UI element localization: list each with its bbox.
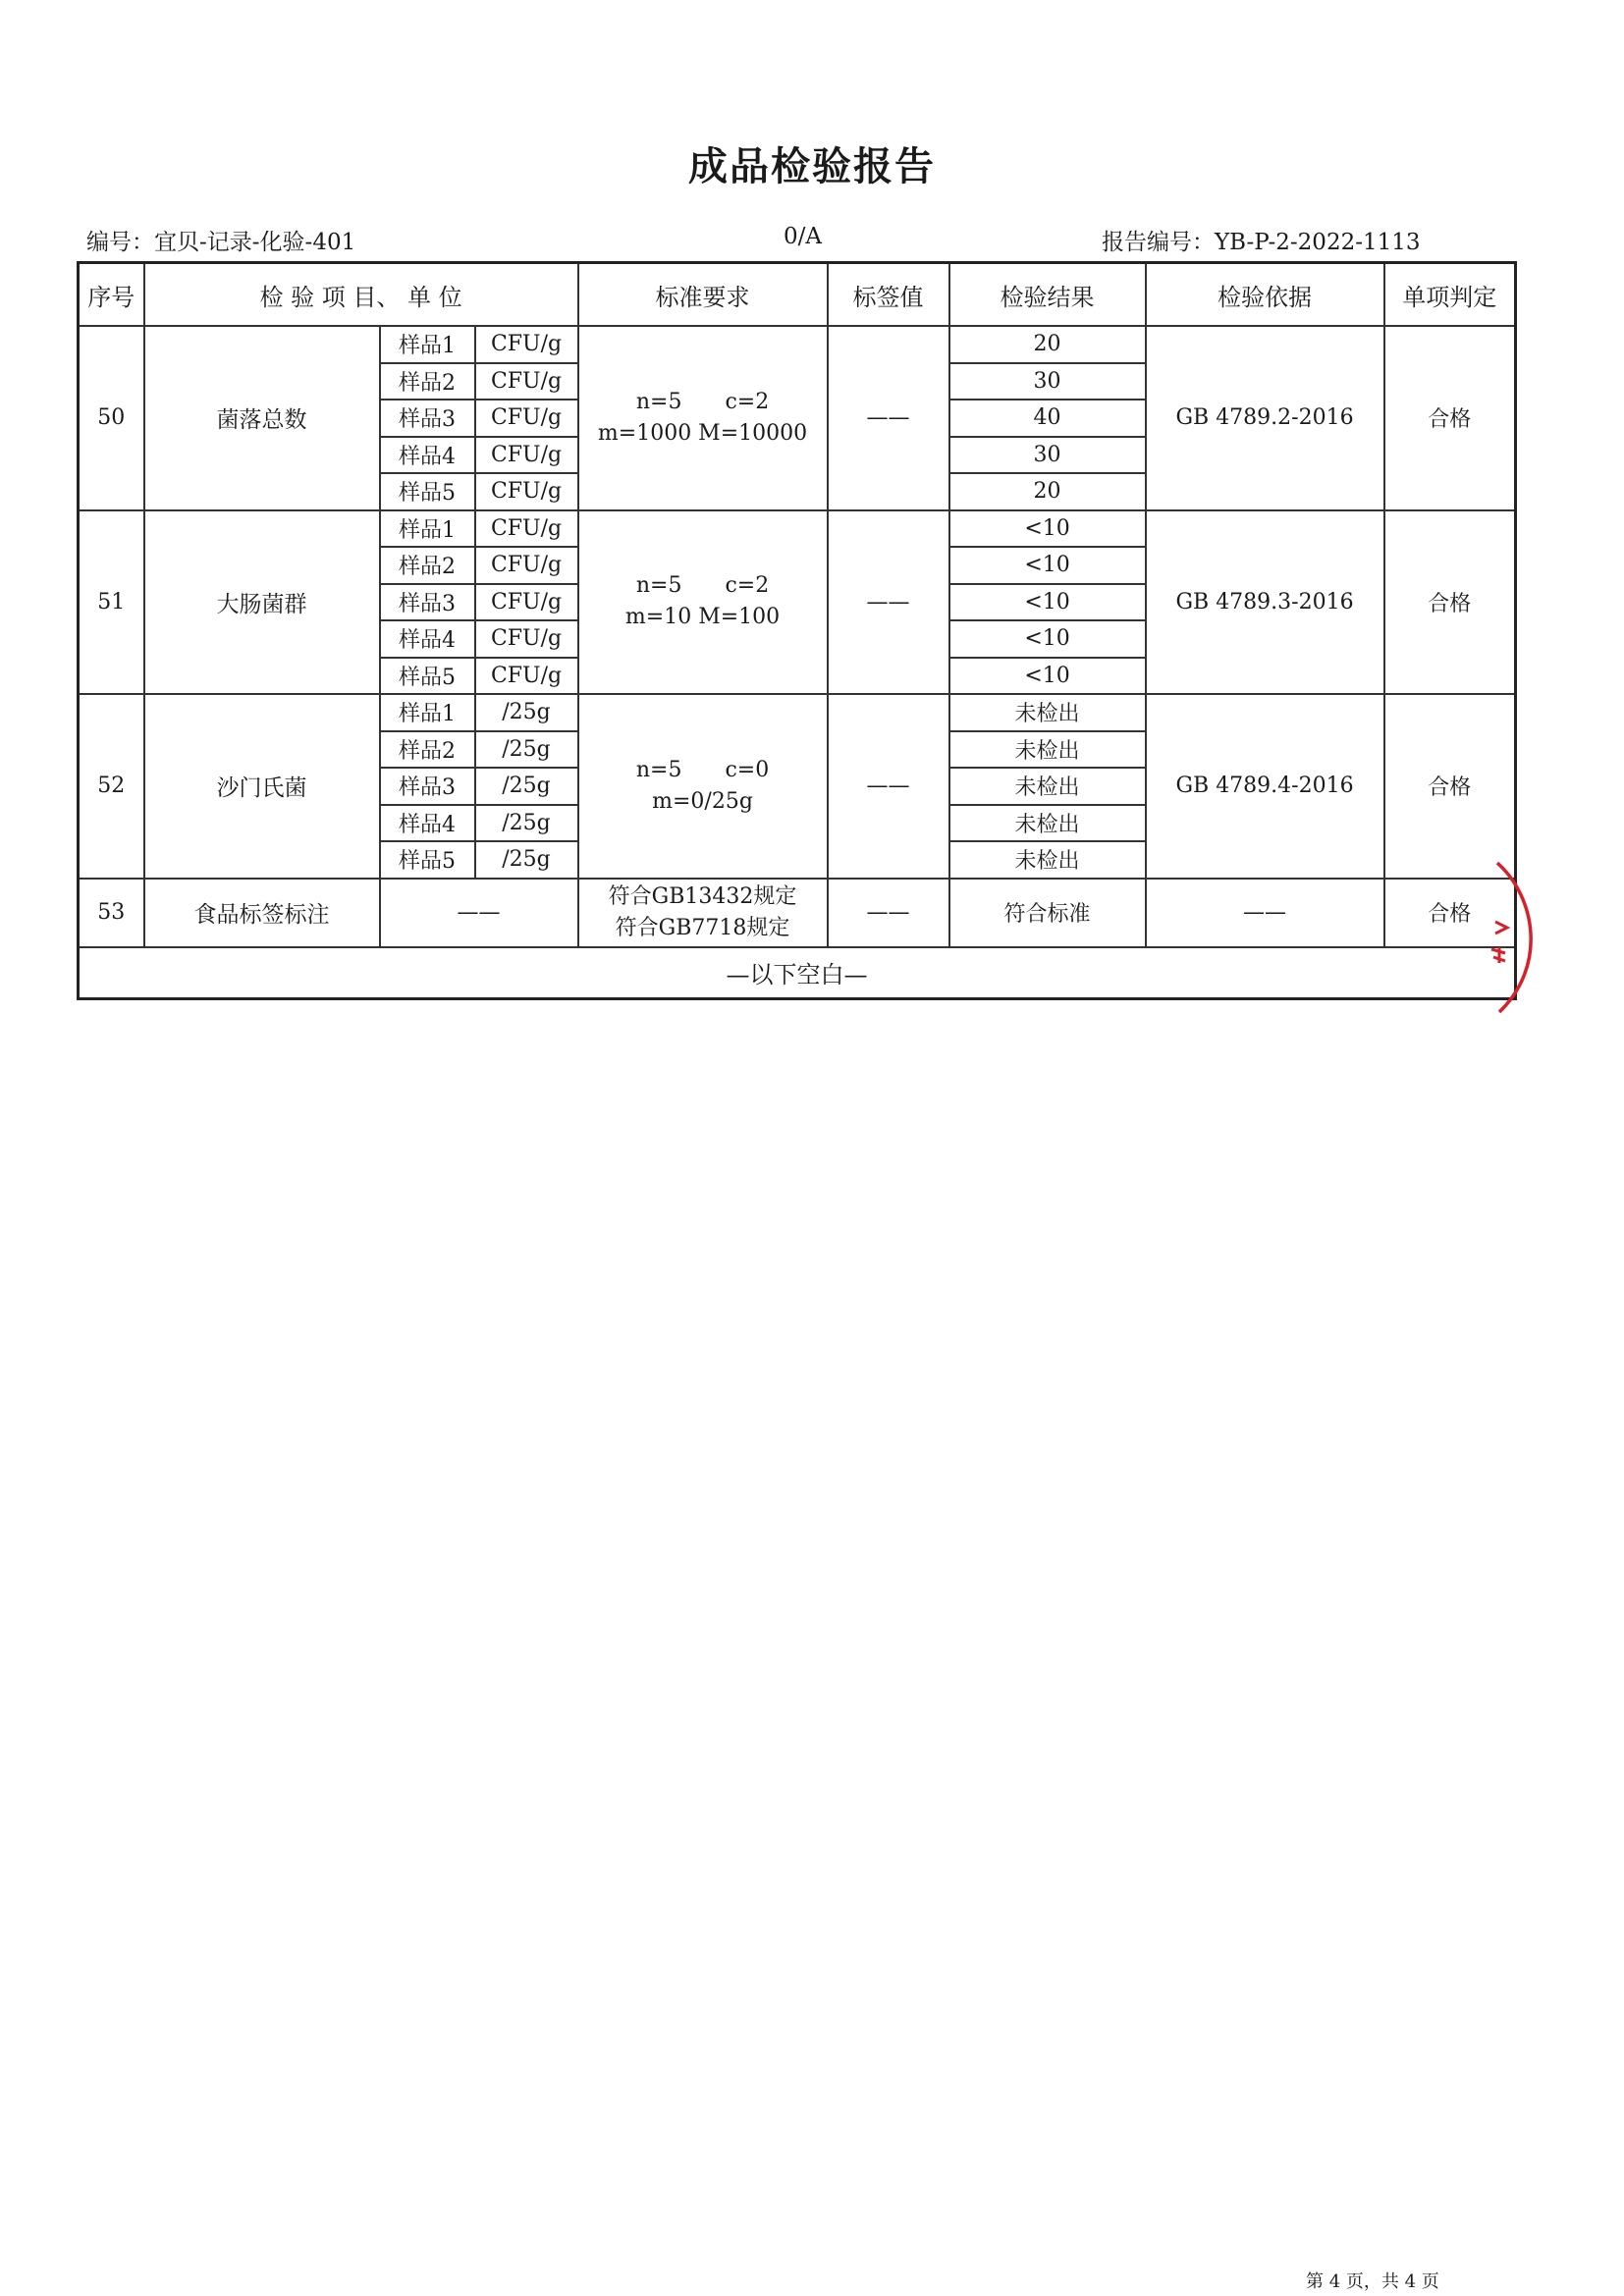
standard-requirement bbox=[578, 694, 828, 879]
standard-line-1: 符合GB13432规定 bbox=[608, 883, 797, 909]
item-group-50 bbox=[79, 326, 1516, 510]
col-header-no: 序号 bbox=[79, 263, 144, 327]
sample-label: 样品2 bbox=[380, 731, 475, 769]
unit: /25g bbox=[475, 731, 578, 769]
result: 未检出 bbox=[949, 841, 1146, 879]
sample-label: 样品4 bbox=[380, 437, 475, 474]
item-group-52 bbox=[79, 694, 1516, 879]
standard-line-1: n=5 c=2 bbox=[635, 573, 770, 599]
table-header-row bbox=[79, 263, 1516, 327]
unit: CFU/g bbox=[475, 620, 578, 658]
label-value: —— bbox=[828, 510, 949, 695]
page-footer: 第 4 页，共 4 页 bbox=[1306, 2271, 1439, 2292]
result: 20 bbox=[949, 473, 1146, 510]
result: 40 bbox=[949, 400, 1146, 437]
unit: CFU/g bbox=[475, 437, 578, 474]
item-no: 52 bbox=[79, 694, 144, 879]
test-basis: GB 4789.3-2016 bbox=[1146, 510, 1384, 695]
standard-line-1: n=5 c=2 bbox=[635, 389, 770, 414]
table-row bbox=[79, 879, 1516, 947]
table-row bbox=[79, 694, 1516, 731]
unit: CFU/g bbox=[475, 363, 578, 400]
standard-line-2: m=0/25g bbox=[652, 788, 753, 814]
item-name: 菌落总数 bbox=[144, 326, 380, 510]
col-header-judgement: 单项判定 bbox=[1384, 263, 1516, 327]
item-name: 沙门氏菌 bbox=[144, 694, 380, 879]
judgement: 合格 bbox=[1384, 326, 1516, 510]
result: <10 bbox=[949, 547, 1146, 584]
table-row bbox=[79, 510, 1516, 548]
seal-mark bbox=[1495, 922, 1507, 934]
unit: CFU/g bbox=[475, 473, 578, 510]
test-basis: GB 4789.2-2016 bbox=[1146, 326, 1384, 510]
standard-line-2: m=1000 M=10000 bbox=[597, 420, 808, 446]
sample-label: 样品4 bbox=[380, 620, 475, 658]
unit: CFU/g bbox=[475, 547, 578, 584]
seal-arc bbox=[1497, 863, 1531, 1012]
col-header-result: 检验结果 bbox=[949, 263, 1146, 327]
doc-code: 编号：宜贝-记录-化验-401 bbox=[86, 230, 356, 255]
item-name: 食品标签标注 bbox=[144, 879, 380, 947]
sample-label: 样品3 bbox=[380, 400, 475, 437]
sample-label: 样品5 bbox=[380, 658, 475, 695]
result: 未检出 bbox=[949, 731, 1146, 769]
blank-note: —以下空白— bbox=[79, 947, 1516, 999]
judgement: 合格 bbox=[1384, 510, 1516, 695]
seal-stamp-icon bbox=[1478, 859, 1556, 1016]
result: 符合标准 bbox=[949, 879, 1146, 947]
unit: /25g bbox=[475, 768, 578, 805]
col-header-standard: 标准要求 bbox=[578, 263, 828, 327]
standard-line-2: 符合GB7718规定 bbox=[615, 915, 790, 940]
result: 未检出 bbox=[949, 768, 1146, 805]
unit: /25g bbox=[475, 841, 578, 879]
label-value: —— bbox=[828, 694, 949, 879]
standard-requirement bbox=[578, 879, 828, 947]
unit: /25g bbox=[475, 805, 578, 842]
col-header-basis: 检验依据 bbox=[1146, 263, 1384, 327]
col-header-label-value: 标签值 bbox=[828, 263, 949, 327]
standard-requirement bbox=[578, 510, 828, 695]
sample-label: 样品2 bbox=[380, 363, 475, 400]
inspection-table bbox=[77, 261, 1517, 1000]
result: 20 bbox=[949, 326, 1146, 363]
unit: CFU/g bbox=[475, 400, 578, 437]
result: 未检出 bbox=[949, 694, 1146, 731]
unit: CFU/g bbox=[475, 510, 578, 548]
item-no: 53 bbox=[79, 879, 144, 947]
sample-label: 样品4 bbox=[380, 805, 475, 842]
label-value: —— bbox=[828, 326, 949, 510]
table-row bbox=[79, 326, 1516, 363]
standard-line-1: n=5 c=0 bbox=[635, 757, 770, 782]
col-header-item: 检 验 项 目、 单 位 bbox=[144, 263, 578, 327]
sample-label: 样品1 bbox=[380, 694, 475, 731]
report-title: 成品检验报告 bbox=[688, 144, 936, 189]
result: <10 bbox=[949, 584, 1146, 621]
test-basis: —— bbox=[1146, 879, 1384, 947]
result: <10 bbox=[949, 510, 1146, 548]
sample-label: 样品5 bbox=[380, 473, 475, 510]
version: 0/A bbox=[784, 224, 822, 249]
item-name: 大肠菌群 bbox=[144, 510, 380, 695]
sample-label: 样品2 bbox=[380, 547, 475, 584]
result: 未检出 bbox=[949, 805, 1146, 842]
item-no: 50 bbox=[79, 326, 144, 510]
unit: CFU/g bbox=[475, 658, 578, 695]
sample-label: 样品3 bbox=[380, 768, 475, 805]
label-value: —— bbox=[828, 879, 949, 947]
seal-mark-2 bbox=[1491, 947, 1505, 963]
item-group-51 bbox=[79, 510, 1516, 695]
sample-label: 样品1 bbox=[380, 326, 475, 363]
unit: /25g bbox=[475, 694, 578, 731]
standard-line-2: m=10 M=100 bbox=[624, 605, 781, 630]
test-basis: GB 4789.4-2016 bbox=[1146, 694, 1384, 879]
result: 30 bbox=[949, 437, 1146, 474]
item-no: 51 bbox=[79, 510, 144, 695]
sample-label: 样品3 bbox=[380, 584, 475, 621]
report-number: 报告编号：YB-P-2-2022-1113 bbox=[1102, 230, 1421, 255]
result: <10 bbox=[949, 620, 1146, 658]
judgement: 合格 bbox=[1384, 694, 1516, 879]
result: 30 bbox=[949, 363, 1146, 400]
standard-requirement bbox=[578, 326, 828, 510]
unit: CFU/g bbox=[475, 584, 578, 621]
item-group-53 bbox=[79, 879, 1516, 999]
sample-label: 样品5 bbox=[380, 841, 475, 879]
result: <10 bbox=[949, 658, 1146, 695]
blank-row bbox=[79, 947, 1516, 999]
sample-label: 样品1 bbox=[380, 510, 475, 548]
unit: CFU/g bbox=[475, 326, 578, 363]
judgement: 合格 bbox=[1384, 879, 1516, 947]
unit: —— bbox=[380, 879, 578, 947]
